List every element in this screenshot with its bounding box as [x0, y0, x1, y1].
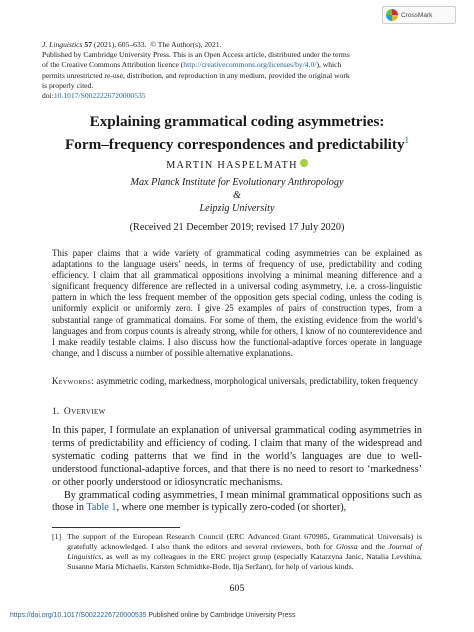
title-line-1: Explaining grammatical coding asymmetries: [89, 113, 385, 130]
affiliation-line-3: Leipzig University [199, 203, 275, 214]
footnote-text: The support of the European Research Council (ERC Advanced Grant 670985, Grammatical Universals) is gratefully acknowledged. I also thank the editors and several reviewers, both for Glossa and the Journal of Linguistics, as well as my colleagues in the ERC project group (especially Katarzyna Janic, Natalia Levshina, Susanne Maria Michaelis, Karsten Schmidtke-Bode, Ilja Seržant), for help of various kinds. [67, 532, 422, 572]
received-dates: (Received 21 December 2019; revised 17 July 2020) [129, 222, 345, 233]
author-line [0, 159, 474, 171]
section-heading [52, 407, 106, 417]
paragraph-1: In this paper, I formulate an explanation of universal grammatical coding asymmetries in terms of predictability and efficiency of coding. I claim that many of the widespread and systematic coding patterns that we find in the world’s languages are due to well-understood functional-adaptive forces, and that there is no need to resort to ‘markedness’ or other poorly understood or idiosyncratic mechanisms. [52, 425, 422, 488]
title-footnote-link[interactable]: 1 [404, 135, 410, 145]
affiliation-line-1: Max Planck Institute for Evolutionary Anthropology [130, 177, 344, 188]
published-online-text: Published online by Cambridge University Press [146, 612, 296, 619]
footnote-divider [52, 527, 180, 528]
section-number: 1. [52, 407, 60, 417]
footnote-mark: [1] [52, 532, 62, 541]
journal-name: J. Linguistics [42, 40, 83, 49]
crossmark-badge[interactable] [382, 6, 456, 24]
paragraph-2: By grammatical coding asymmetries, I mean minimal grammatical oppositions such as those in Table 1, where one member is typically zero-coded (or shorter), [52, 489, 422, 514]
page-number: 605 [229, 583, 245, 594]
copyright-notice: © The Author(s), 2021. [150, 40, 222, 49]
table-1-link[interactable]: Table 1 [86, 502, 117, 514]
keywords-text: asymmetric coding, markedness, morphological universals, predictability, token frequency [96, 376, 418, 386]
abstract-text: This paper claims that a wide variety of grammatical coding asymmetries can be explained as adaptations to the language users’ needs, in terms of frequency of use, predictability and coding efficiency. I claim that all grammatical oppositions involving a minimal meaning difference and a significant frequency difference are reflected in a universal coding asymmetry, i.e. a cross-linguistic pattern in which the less frequent member of the opposition gets special coding, unless the coding is uniformly explicit or uniformly zero. I give 25 examples of pairs of construction types, from a substantial range of grammatical domains. For some of them, the existing evidence from the world’s languages and from corpus counts is already strong, while for others, I know of no counterevidence and I make readily testable claims. I also discuss how the functional-adaptive forces operate in language change, and I discuss a number of possible alternative explanations. [52, 248, 422, 358]
doi-line: doi:10.1017/S0022226720000535 [42, 91, 146, 101]
affiliation-ampersand: & [233, 190, 241, 201]
bottom-doi-link[interactable]: https://doi.org/10.1017/S0022226720000535 [10, 612, 147, 619]
crossmark-icon [386, 9, 398, 21]
license-line-4: is properly cited. [42, 80, 94, 90]
article-title [30, 112, 444, 154]
license-line-3: permits unrestricted re-use, distribution, and reproduction in any medium, provided the original work [42, 70, 350, 80]
article-header [42, 40, 434, 101]
footnote [52, 532, 422, 572]
journal-volume: 57 [84, 40, 93, 49]
license-line-2: of the Creative Commons Attribution licence (http://creativecommons.org/licenses/by/4.0/), which [42, 60, 342, 70]
doi-link[interactable]: 10.1017/S0022226720000535 [53, 91, 146, 101]
bottom-doi-line [10, 612, 295, 619]
license-line-1: Published by Cambridge University Press. This is an Open Access article, distributed under the terms [42, 50, 350, 60]
keywords [52, 376, 422, 387]
section-title: Overview [63, 407, 106, 417]
crossmark-label: CrossMark [401, 11, 433, 19]
keywords-label: Keywords: [52, 376, 95, 386]
body-text [52, 425, 422, 515]
author-name: MARTIN HASPELMATH [166, 160, 298, 171]
orcid-icon[interactable] [300, 159, 308, 167]
citation-line [42, 40, 434, 50]
affiliation [0, 176, 474, 215]
title-line-2: Form–frequency correspondences and predictability$^1$ [64, 135, 410, 154]
journal-year-pages: (2021), 605–633. [93, 40, 147, 49]
license-link[interactable]: http://creativecommons.org/licenses/by/4.0/ [183, 60, 317, 70]
